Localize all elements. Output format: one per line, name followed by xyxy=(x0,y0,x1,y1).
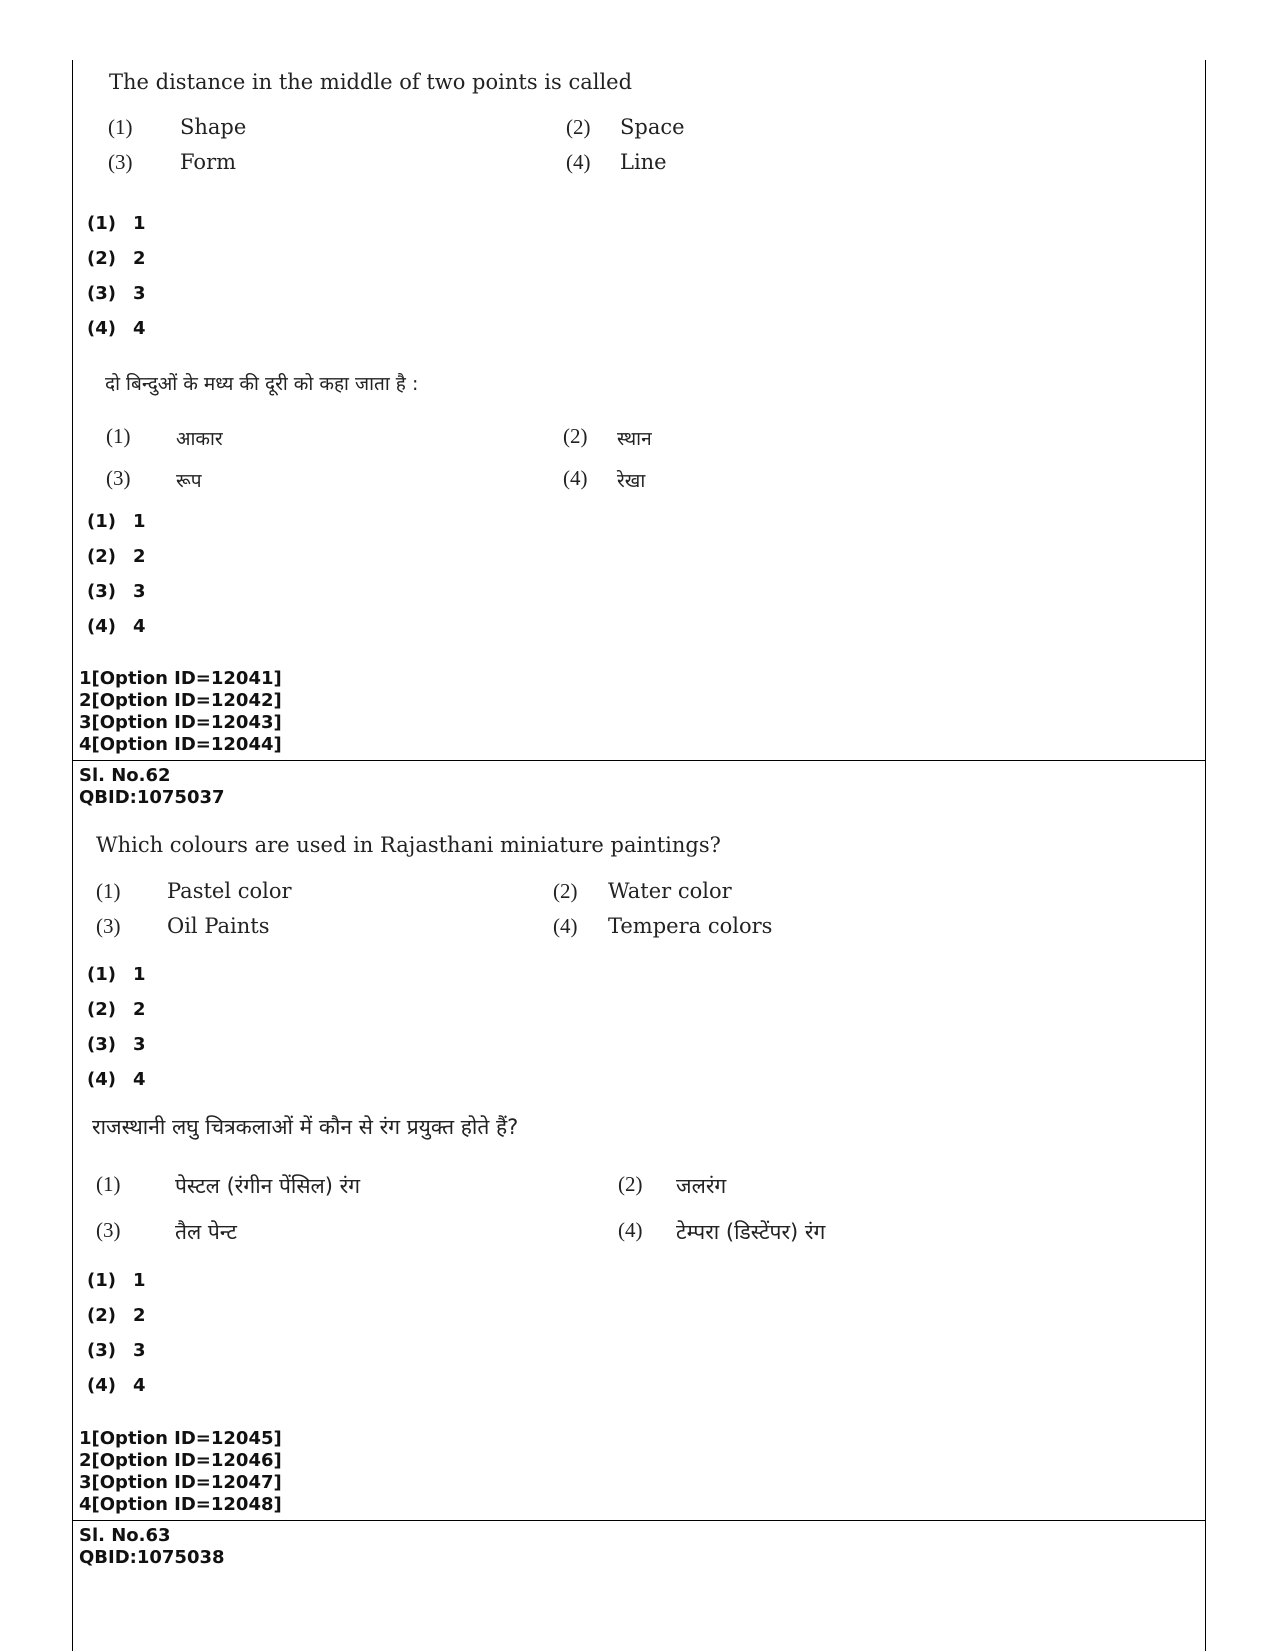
answer-choice-value: 2 xyxy=(133,546,146,567)
option-id-line: 1[Option ID=12041] xyxy=(79,668,282,689)
option-number: (3) xyxy=(106,466,131,490)
option-number: (4) xyxy=(563,466,588,490)
answer-choice xyxy=(87,581,146,602)
answer-choice-value: 4 xyxy=(133,1069,146,1090)
option-number: (3) xyxy=(96,914,121,938)
option-text: Pastel color xyxy=(167,879,292,903)
answer-choice xyxy=(87,546,146,567)
answer-choice-value: 2 xyxy=(133,248,146,269)
option-number: (2) xyxy=(566,115,591,139)
option-number: (4) xyxy=(618,1218,643,1242)
answer-choice-value: 2 xyxy=(133,1305,146,1326)
answer-choice-value: 1 xyxy=(133,1270,146,1291)
serial-number: Sl. No.62 xyxy=(79,765,171,786)
option-text: जलरंग xyxy=(676,1174,727,1198)
answer-choice-value: 1 xyxy=(133,511,146,532)
answer-choice-label: (2) xyxy=(87,1305,116,1326)
option-number: (2) xyxy=(553,879,578,903)
answer-choice-label: (4) xyxy=(87,616,116,637)
option-id-line: 4[Option ID=12044] xyxy=(79,734,282,755)
option-number: (1) xyxy=(96,879,121,903)
answer-choice-value: 1 xyxy=(133,213,146,234)
answer-choice-label: (2) xyxy=(87,248,116,269)
answer-choice-label: (3) xyxy=(87,283,116,304)
option-text: Oil Paints xyxy=(167,914,270,938)
question-text-en: Which colours are used in Rajasthani miniature paintings? xyxy=(96,833,721,857)
option-text: Form xyxy=(180,150,237,174)
answer-choice-value: 1 xyxy=(133,964,146,985)
answer-choice xyxy=(87,511,146,532)
option-number: (4) xyxy=(566,150,591,174)
section-divider xyxy=(72,1520,1205,1521)
answer-choice-label: (2) xyxy=(87,999,116,1020)
question-text-en: The distance in the middle of two points is called xyxy=(109,70,633,94)
answer-choice xyxy=(87,248,146,269)
answer-choice xyxy=(87,1305,146,1326)
option-text: टेम्परा (डिस्टेंपर) रंग xyxy=(676,1220,826,1244)
answer-choice-value: 3 xyxy=(133,1034,146,1055)
answer-choice xyxy=(87,283,146,304)
answer-choice xyxy=(87,616,146,637)
answer-choice xyxy=(87,1375,146,1396)
option-number: (1) xyxy=(106,424,131,448)
answer-choice-value: 3 xyxy=(133,581,146,602)
option-id-line: 3[Option ID=12047] xyxy=(79,1472,282,1493)
answer-choice-value: 3 xyxy=(133,283,146,304)
option-text: Water color xyxy=(608,879,732,903)
answer-choice-label: (4) xyxy=(87,318,116,339)
option-text: Line xyxy=(620,150,667,174)
option-text: तैल पेन्ट xyxy=(175,1220,237,1244)
answer-choice xyxy=(87,999,146,1020)
answer-choice-label: (4) xyxy=(87,1375,116,1396)
option-number: (2) xyxy=(563,424,588,448)
option-text: रूप xyxy=(176,470,202,492)
option-id-list xyxy=(79,1428,282,1516)
option-id-line: 1[Option ID=12045] xyxy=(79,1428,282,1449)
answer-choice xyxy=(87,1034,146,1055)
question-header xyxy=(79,765,225,809)
answer-choice xyxy=(87,964,146,985)
answer-choice xyxy=(87,1069,146,1090)
option-id-line: 2[Option ID=12042] xyxy=(79,690,282,711)
option-number: (4) xyxy=(553,914,578,938)
answer-choice xyxy=(87,318,146,339)
question-bank-id: QBID:1075038 xyxy=(79,1547,225,1568)
serial-number: Sl. No.63 xyxy=(79,1525,171,1546)
answer-choice-label: (3) xyxy=(87,581,116,602)
answer-choice-value: 4 xyxy=(133,318,146,339)
question-text-hi: दो बिन्दुओं के मध्य की दूरी को कहा जाता है : xyxy=(105,373,419,395)
option-text: Shape xyxy=(180,115,247,139)
option-number: (1) xyxy=(108,115,133,139)
option-text: आकार xyxy=(176,428,223,450)
answer-choice xyxy=(87,1270,146,1291)
option-number: (2) xyxy=(618,1172,643,1196)
answer-choice-value: 2 xyxy=(133,999,146,1020)
option-id-line: 4[Option ID=12048] xyxy=(79,1494,282,1515)
answer-choice-label: (1) xyxy=(87,964,116,985)
answer-choice-label: (4) xyxy=(87,1069,116,1090)
option-number: (3) xyxy=(96,1218,121,1242)
answer-choice-value: 4 xyxy=(133,616,146,637)
question-bank-id: QBID:1075037 xyxy=(79,787,225,808)
section-divider xyxy=(72,760,1205,761)
answer-choice-label: (1) xyxy=(87,1270,116,1291)
option-id-line: 3[Option ID=12043] xyxy=(79,712,282,733)
option-text: Space xyxy=(620,115,685,139)
option-text: रेखा xyxy=(617,470,646,492)
option-id-line: 2[Option ID=12046] xyxy=(79,1450,282,1471)
option-text: पेस्टल (रंगीन पेंसिल) रंग xyxy=(175,1174,361,1198)
answer-choice-label: (1) xyxy=(87,213,116,234)
answer-choice-value: 3 xyxy=(133,1340,146,1361)
answer-choice xyxy=(87,1340,146,1361)
answer-choice-label: (2) xyxy=(87,546,116,567)
answer-choice-label: (1) xyxy=(87,511,116,532)
option-number: (1) xyxy=(96,1172,121,1196)
option-id-list xyxy=(79,668,282,756)
option-text: स्थान xyxy=(617,428,652,450)
answer-choice-value: 4 xyxy=(133,1375,146,1396)
answer-choice xyxy=(87,213,146,234)
question-header xyxy=(79,1525,225,1569)
answer-choice-label: (3) xyxy=(87,1340,116,1361)
question-text-hi: राजस्थानी लघु चित्रकलाओं में कौन से रंग प्रयुक्त होते हैं? xyxy=(92,1115,519,1139)
option-text: Tempera colors xyxy=(608,914,773,938)
answer-choice-label: (3) xyxy=(87,1034,116,1055)
option-number: (3) xyxy=(108,150,133,174)
